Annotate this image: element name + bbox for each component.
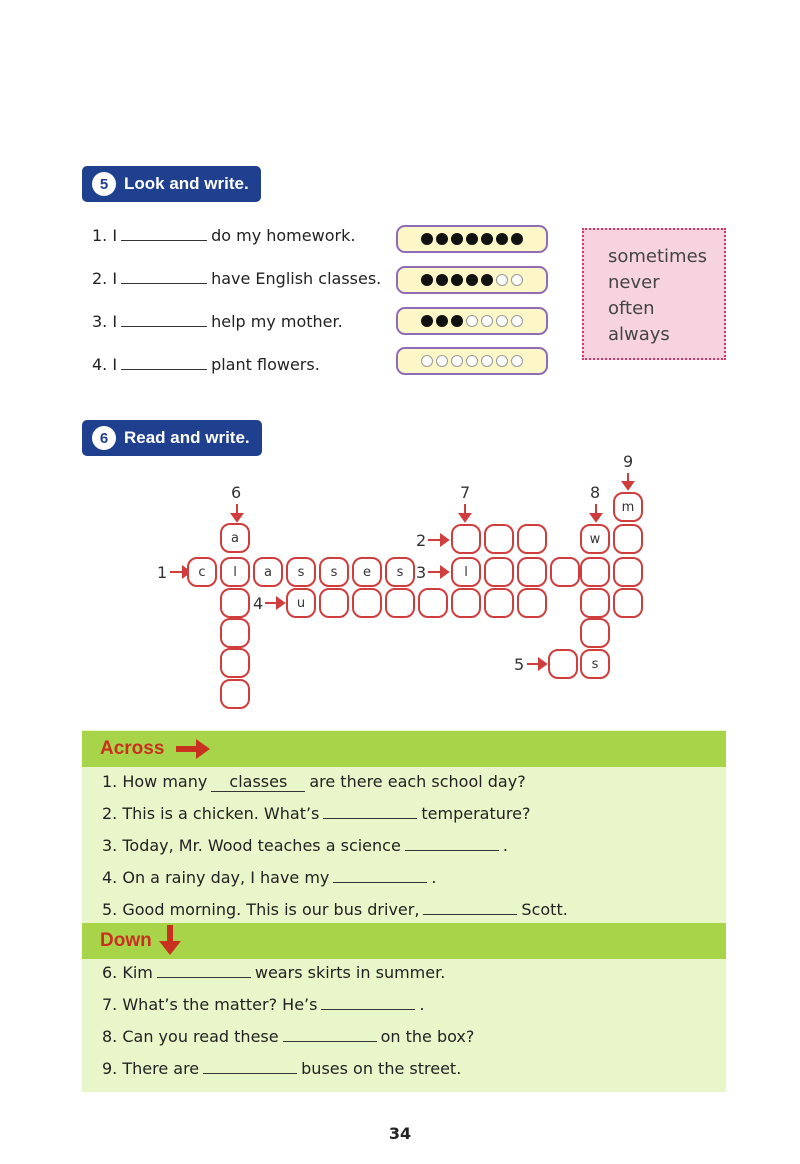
section-title: Read and write. [124,428,250,447]
item-suffix: help my mother. [211,312,343,331]
clue-number-label: 2 [416,531,427,550]
item-suffix: plant flowers. [211,355,320,374]
crossword-cell[interactable] [580,557,610,587]
page-number: 34 [388,1124,412,1143]
crossword-cell: s [385,557,415,587]
section-title: Look and write. [124,174,249,193]
crossword-cell[interactable] [220,618,250,648]
crossword-cell[interactable] [613,588,643,618]
clue-across-2: 2. This is a chicken. What’s temperature? [102,804,531,823]
crossword-cell: l [220,557,250,587]
crossword-cell[interactable] [517,588,547,618]
answer-blank[interactable] [203,1059,297,1074]
answer-blank[interactable] [405,836,499,851]
clue-across-5: 5. Good morning. This is our bus driver, Scott. [102,900,568,919]
clue-number-label: 9 [623,452,634,471]
crossword-cell: w [580,524,610,554]
answer-blank[interactable] [423,900,517,915]
arrow-down-icon [460,514,470,521]
crossword-cell[interactable] [548,649,578,679]
arrow-down-icon [158,925,182,957]
clue-across-3: 3. Today, Mr. Wood teaches a science . [102,836,508,855]
clue-down-6: 6. Kim wears skirts in summer. [102,963,446,982]
crossword-cell[interactable] [220,648,250,678]
arrow-down-icon [232,514,242,521]
arrow-right-icon [441,567,448,577]
crossword-cell: c [187,557,217,587]
crossword-cell: l [451,557,481,587]
crossword-cell: s [286,557,316,587]
crossword-cell[interactable] [385,588,415,618]
item-prefix: 2. I [92,269,118,288]
crossword-cell[interactable] [613,524,643,554]
item-prefix: 4. I [92,355,118,374]
across-title: Across [100,738,165,759]
clue-down-9: 9. There are buses on the street. [102,1059,462,1078]
across-header [82,731,726,767]
crossword-cell[interactable] [580,588,610,618]
word-bank-word: often [608,298,655,319]
crossword-cell: s [319,557,349,587]
arrow-right-icon [441,535,448,545]
answer-blank[interactable] [321,995,415,1010]
crossword-cell[interactable] [220,679,250,709]
crossword-cell[interactable] [451,588,481,618]
arrow-right-icon [277,598,284,608]
crossword-cell: u [286,588,316,618]
item-suffix: have English classes. [211,269,382,288]
item-suffix: do my homework. [211,226,356,245]
crossword-cell: a [220,523,250,553]
arrow-down-icon [623,482,633,489]
crossword-cell[interactable] [352,588,382,618]
crossword-cell: m [613,492,643,522]
answer-blank[interactable]: classes [211,772,305,792]
down-header [82,923,726,959]
down-title: Down [100,930,152,951]
crossword-cell[interactable] [418,588,448,618]
word-bank-word: never [608,272,660,293]
answer-blank[interactable] [333,868,427,883]
answer-blank[interactable] [283,1027,377,1042]
item-prefix: 1. I [92,226,118,245]
clue-number-label: 7 [460,483,471,502]
clue-across-4: 4. On a rainy day, I have my . [102,868,437,887]
clue-number-label: 5 [514,655,525,674]
crossword-cell: a [253,557,283,587]
section-number: 6 [92,426,116,450]
item-prefix: 3. I [92,312,118,331]
clue-number-label: 6 [231,483,242,502]
arrow-right-icon [539,659,546,669]
clue-down-7: 7. What’s the matter? He’s . [102,995,425,1014]
crossword-cell[interactable] [517,524,547,554]
word-bank-word: always [608,324,670,345]
answer-blank[interactable] [157,963,251,978]
clue-down-8: 8. Can you read these on the box? [102,1027,475,1046]
clue-across-1: 1. How many classes are there each school day? [102,772,526,791]
crossword-cell[interactable] [517,557,547,587]
crossword-cell[interactable] [580,618,610,648]
crossword-cell[interactable] [484,524,514,554]
clue-number-label: 1 [157,563,168,582]
crossword-cell[interactable] [550,557,580,587]
word-bank-word: sometimes [608,246,708,267]
crossword-cell[interactable] [451,524,481,554]
clue-number-label: 3 [416,563,427,582]
crossword-cell[interactable] [319,588,349,618]
crossword-cell[interactable] [613,557,643,587]
crossword-cell[interactable] [484,588,514,618]
crossword-cell[interactable] [484,557,514,587]
clue-number-label: 8 [590,483,601,502]
crossword-cell: e [352,557,382,587]
answer-blank[interactable] [323,804,417,819]
crossword-cell[interactable] [220,588,250,618]
section-number: 5 [92,172,116,196]
arrow-right-icon [176,739,212,759]
clue-number-label: 4 [253,594,264,613]
crossword-cell: s [580,649,610,679]
arrow-down-icon [591,514,601,521]
